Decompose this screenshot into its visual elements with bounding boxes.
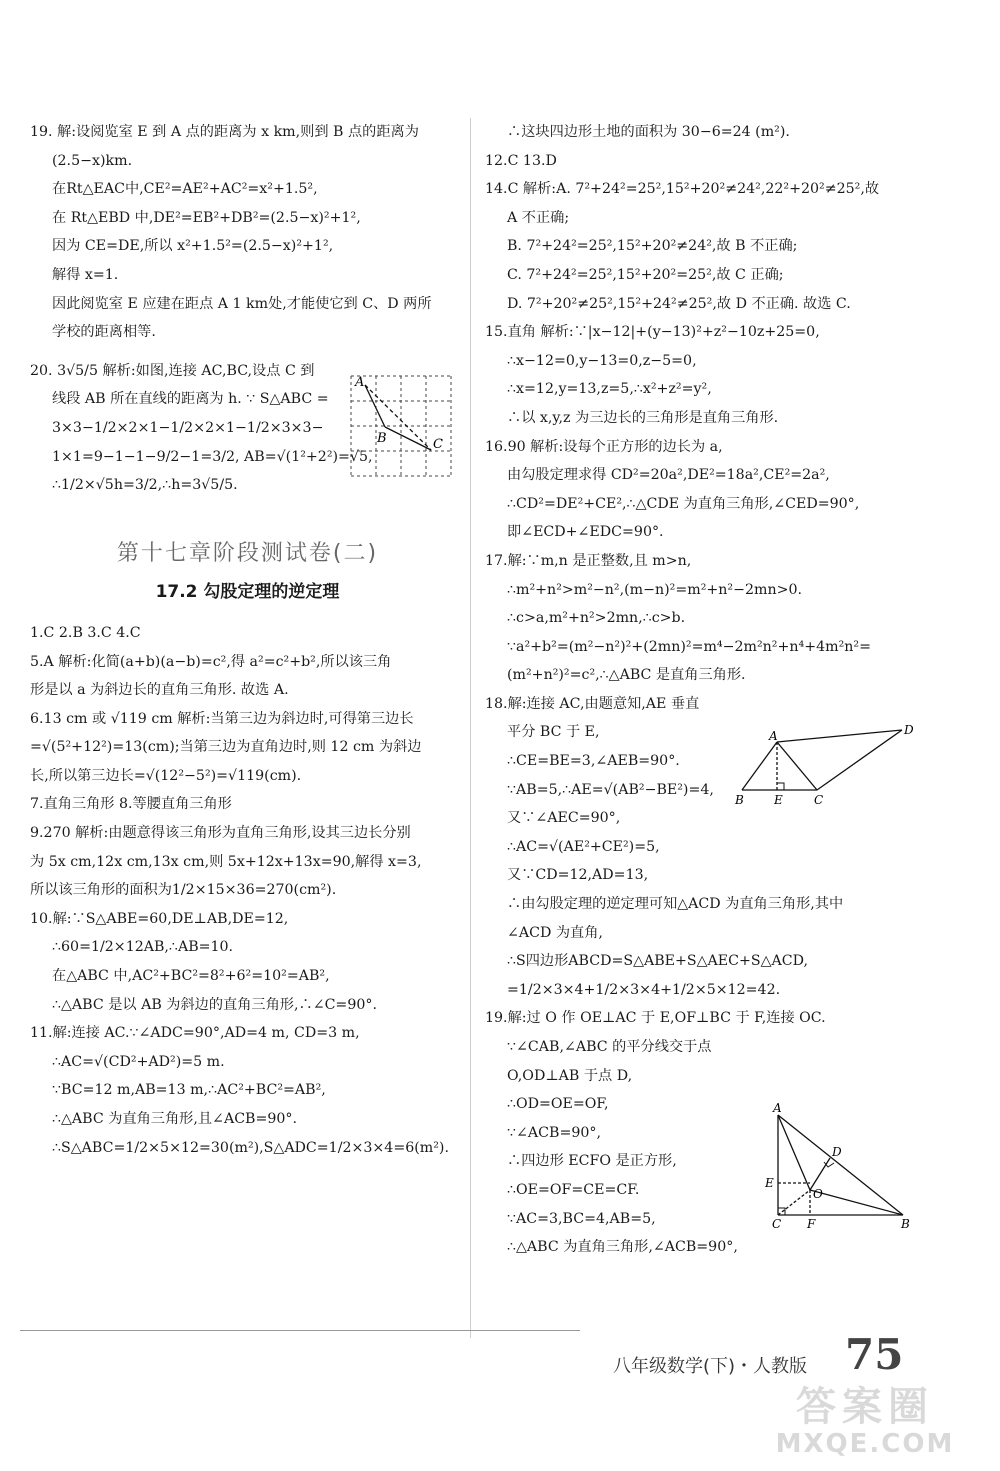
fig19-label-c: C (772, 1217, 782, 1231)
watermark-logo (740, 1385, 990, 1465)
fig20-label-a: A (355, 375, 365, 390)
text-line: ∴60=1/2×12AB,∴AB=10. (52, 939, 234, 956)
text-line: ∵∠CAB,∠ABC 的平分线交于点 (507, 1039, 712, 1055)
text-line: (2.5−x)km. (52, 152, 133, 169)
text-line: ∴S四边形ABCD=S△ABE+S△AEC+S△ACD, (507, 953, 808, 970)
text-line: ∴由勾股定理的逆定理可知△ACD 为直角三角形,其中 (507, 896, 844, 913)
text-line: 因此阅览室 E 应建在距点 A 1 km处,才能使它到 C、D 两所 (52, 295, 432, 312)
text-line: 又∵∠AEC=90°, (507, 810, 621, 827)
text-line: 18.解:连接 AC,由题意知,AE 垂直 (485, 695, 700, 712)
text-line: 因为 CE=DE,所以 x²+1.5²=(2.5−x)²+1², (52, 238, 334, 255)
text-line: ∴OE=OF=CE=CF. (507, 1181, 640, 1198)
text-line: ∴AC=√(CD²+AD²)=5 m. (52, 1053, 225, 1070)
text-line: ∴x−12=0,y−13=0,z−5=0, (507, 352, 697, 369)
fig19-label-f: F (807, 1217, 816, 1231)
text-line: A 不正确; (507, 209, 570, 226)
text-line: ∠ACD 为直角, (507, 924, 603, 941)
figure-q18-quadrilateral (732, 720, 922, 810)
text-line: 14.C 解析:A. 7²+24²=25²,15²+20²≠24²,22²+20²≠25²,故 (485, 181, 880, 198)
fig18-label-c: C (814, 793, 824, 807)
fig19-label-e: E (765, 1176, 774, 1190)
section-title: 第十七章阶段测试卷(二) (116, 540, 379, 566)
text-line: ∵AC=3,BC=4,AB=5, (507, 1210, 656, 1227)
text-line: ∴x=12,y=13,z=5,∴x²+z²=y², (507, 381, 712, 398)
text-line: ∵a²+b²=(m²−n²)²+(2mn)²=m⁴−2m²n²+n⁴+4m²n²= (507, 638, 871, 655)
text-line: ∴以 x,y,z 为三边长的三角形是直角三角形. (507, 409, 779, 426)
text-line: ∴S△ABC=1/2×5×12=30(m²),S△ADC=1/2×3×4=6(m²). (52, 1139, 449, 1156)
text-line: D. 7²+20²≠25²,15²+24²≠25²,故 D 不正确. 故选 C. (507, 295, 851, 312)
fig18-label-d: D (904, 723, 914, 737)
text-line: 在△ABC 中,AC²+BC²=8²+6²=10²=AB², (52, 968, 330, 985)
answers-11-19 (485, 118, 970, 1262)
text-line: ∵BC=12 m,AB=13 m,∴AC²+BC²=AB², (52, 1082, 326, 1099)
text-line: 所以该三角形的面积为1/2×15×36=270(cm²). (30, 882, 337, 899)
text-line: ∴CE=BE=3,∠AEB=90°. (507, 753, 680, 770)
text-line: 20. 3√5/5 解析:如图,连接 AC,BC,设点 C 到 (30, 362, 315, 379)
footer-book-title: 八年级数学(下)・人教版 (613, 1356, 808, 1377)
text-line: ∴△ABC 是以 AB 为斜边的直角三角形,∴∠C=90°. (52, 996, 377, 1013)
text-line: 19.解:过 O 作 OE⊥AC 于 E,OF⊥BC 于 F,连接 OC. (485, 1010, 826, 1027)
text-line: 1.C 2.B 3.C 4.C (30, 624, 141, 641)
text-line: 12.C 13.D (485, 152, 557, 169)
fig19-label-o: O (813, 1187, 823, 1201)
fig19-label-d: D (832, 1145, 842, 1159)
text-line: ∴△ABC 为直角三角形,∠ACB=90°, (507, 1239, 738, 1256)
text-line: 17.解:∵m,n 是正整数,且 m>n, (485, 552, 692, 569)
fig19-label-a: A (773, 1101, 782, 1115)
text-line: ∴1/2×√5h=3/2,∴h=3√5/5. (52, 477, 238, 494)
text-line: =√(5²+12²)=13(cm);当第三边为直角边时,则 12 cm 为斜边 (30, 739, 422, 756)
left-column (30, 118, 465, 1162)
text-line: ∵AB=5,∴AE=√(AB²−BE²)=4, (507, 781, 714, 798)
text-line: 19. 解:设阅览室 E 到 A 点的距离为 x km,则到 B 点的距离为 (30, 124, 419, 140)
right-column (485, 118, 970, 1262)
text-line: 又∵CD=12,AD=13, (507, 867, 649, 884)
fig18-label-b: B (735, 793, 744, 807)
text-line: ∴四边形 ECFO 是正方形, (507, 1153, 677, 1170)
text-line: O,OD⊥AB 于点 D, (507, 1067, 633, 1084)
text-line: ∵∠ACB=90°, (507, 1124, 601, 1141)
text-line: ∴AC=√(AE²+CE²)=5, (507, 838, 660, 855)
text-line: 1×1=9−1−1−9/2−1=3/2, AB=√(1²+2²)=√5, (52, 448, 373, 465)
watermark-line2: MXQE.COM (775, 1429, 955, 1459)
text-line: C. 7²+24²=25²,15²+20²=25²,故 C 正确; (507, 266, 784, 283)
fig18-label-e: E (774, 793, 783, 807)
fig18-label-a: A (769, 729, 778, 743)
text-line: 为 5x cm,12x cm,13x cm,则 5x+12x+13x=90,解得 x=3, (30, 853, 422, 870)
text-line: 15.直角 解析:∵|x−12|+(y−13)²+z²−10z+25=0, (485, 324, 820, 341)
text-line: 7.直角三角形 8.等腰直角三角形 (30, 796, 232, 813)
text-line: ∴CD²=DE²+CE²,∴△CDE 为直角三角形,∠CED=90°, (507, 495, 860, 512)
fig19-label-b: B (901, 1217, 910, 1231)
figure-q20-grid (345, 372, 457, 482)
text-line: ∴△ABC 为直角三角形,且∠ACB=90°. (52, 1111, 298, 1127)
text-line: 线段 AB 所在直线的距离为 h. ∵ S△ABC = (52, 391, 329, 408)
text-line: =1/2×3×4+1/2×3×4+1/2×5×12=42. (507, 981, 781, 998)
text-line: 平分 BC 于 E, (507, 724, 600, 741)
text-line: 形是以 a 为斜边长的直角三角形. 故选 A. (30, 682, 289, 699)
text-line: 16.90 解析:设每个正方形的边长为 a, (485, 438, 723, 455)
text-line: ∴这块四边形土地的面积为 30−6=24 (m²). (507, 124, 790, 140)
fig20-label-b: B (377, 431, 387, 446)
watermark-line1: 答案圈 (796, 1384, 934, 1430)
text-line: 6.13 cm 或 √119 cm 解析:当第三边为斜边时,可得第三边长 (30, 710, 414, 727)
text-line: 由勾股定理求得 CD²=20a²,DE²=18a²,CE²=2a², (507, 467, 830, 484)
section-subtitle: 17.2 勾股定理的逆定理 (155, 582, 340, 603)
text-line: ∴OD=OE=OF, (507, 1096, 609, 1113)
answers-1-11 (30, 619, 465, 1162)
figure-q19-triangle (758, 1100, 918, 1235)
text-line: 3×3−1/2×2×1−1/2×2×1−1/2×3×3− (52, 419, 324, 436)
text-line: 学校的距离相等. (52, 324, 156, 341)
fig20-label-c: C (433, 437, 443, 452)
text-line: ∴m²+n²>m²−n²,(m−n)²=m²+n²−2mn>0. (507, 581, 803, 598)
text-line: 长,所以第三边长=√(12²−5²)=√119(cm). (30, 767, 302, 784)
footer-rule (20, 1330, 580, 1331)
text-line: 5.A 解析:化简(a+b)(a−b)=c²,得 a²=c²+b²,所以该三角 (30, 653, 392, 670)
text-line: 10.解:∵S△ABE=60,DE⊥AB,DE=12, (30, 910, 289, 927)
text-line: 在Rt△EAC中,CE²=AE²+AC²=x²+1.5², (52, 181, 318, 198)
text-line: 在 Rt△EBD 中,DE²=EB²+DB²=(2.5−x)²+1², (52, 209, 361, 226)
text-line: ∴c>a,m²+n²>2mn,∴c>b. (507, 610, 686, 627)
text-line: B. 7²+24²=25²,15²+20²≠24²,故 B 不正确; (507, 238, 798, 255)
text-line: (m²+n²)²=c²,∴△ABC 是直角三角形. (507, 667, 746, 684)
text-line: 解得 x=1. (52, 266, 119, 283)
page-number: 75 (845, 1330, 904, 1379)
text-line: 即∠ECD+∠EDC=90°. (507, 524, 664, 541)
text-line: 9.270 解析:由题意得该三角形为直角三角形,设其三边长分别 (30, 825, 411, 842)
text-line: 11.解:连接 AC.∵∠ADC=90°,AD=4 m, CD=3 m, (30, 1025, 360, 1042)
column-divider (470, 118, 471, 1338)
